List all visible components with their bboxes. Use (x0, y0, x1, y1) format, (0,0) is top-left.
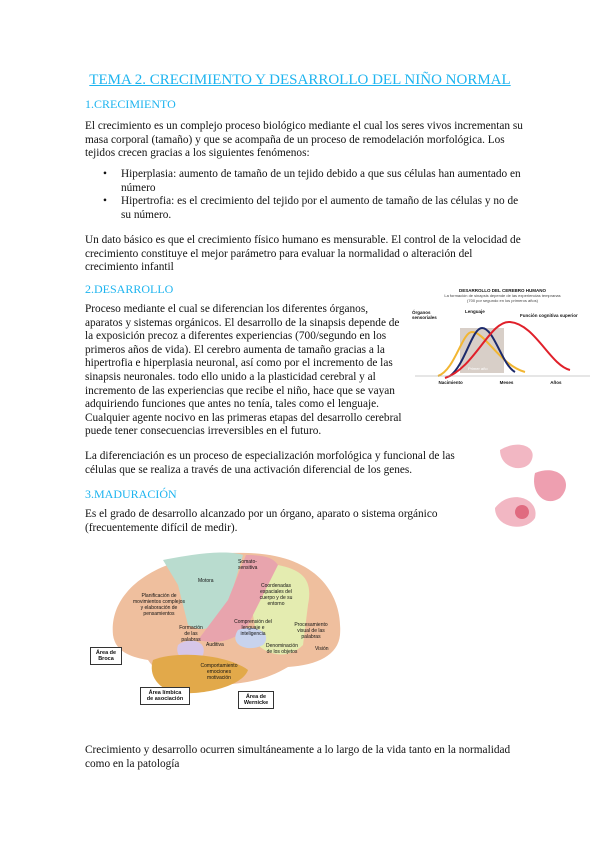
graph-subtitle: La formación de sinapsis depende de las experiencias tempranas (700 por segundo en los primeros años) (444, 293, 561, 303)
region-formacion-palabras: Formación de las palabras (179, 625, 203, 643)
callout-limbica: Área límbica de asociación (140, 687, 190, 705)
paragraph-maduracion: Es el grado de desarrollo alcanzado por un órgano, aparato o sistema orgánico (frecuentemente difícil de medir). (85, 508, 438, 534)
closing-paragraph: Crecimiento y desarrollo ocurren simultáneamente a lo largo de la vida tanto en la normalidad como en la patología (85, 744, 511, 770)
series-label-cognitiva: Función cognitiva superior (520, 313, 578, 318)
bullet-list (85, 168, 525, 222)
region-somatosensitiva: Somato-sensitiva (238, 559, 258, 571)
region-coordenadas: Coordenadas espaciales del cuerpo y de su entorno (259, 583, 293, 607)
region-planificacion: Planificación de movimientos complejos y elaboración de pensamientos (133, 593, 185, 617)
page-title: TEMA 2. CRECIMIENTO Y DESARROLLO DEL NIÑO NORMAL (89, 72, 511, 88)
paragraph-crecimiento-outro: Un dato básico es que el crecimiento físico humano es mensurable. El control de la velocidad de crecimiento constituye el mejor parámetro para evaluar la normalidad o alteración del crecimiento infantil (85, 234, 521, 274)
heading-crecimiento: 1.CRECIMIENTO (85, 97, 176, 111)
primer-ano-label: Primer año (468, 366, 488, 371)
region-vision: Visión (315, 646, 329, 652)
region-auditiva: Auditiva (206, 642, 224, 648)
paragraph-crecimiento-intro: El crecimiento es un complejo proceso biológico mediante el cual los seres vivos incrementan su masa corporal (tamaño) y que se acompaña de un proceso de remodelación morfológica. Los tejidos crecen gracias a los siguientes fenómenos: (85, 120, 523, 160)
callout-wernicke: Área de Wernicke (238, 691, 274, 709)
axis-label-anos: Años (550, 380, 562, 385)
series-label-sensoriales: Órganos sensoriales (412, 310, 437, 320)
brain-development-graph (410, 288, 595, 388)
bullet-hipertrofia: • Hipertrofia: es el crecimiento del tejido por el aumento de tamaño de las células y no de su número. (85, 195, 525, 222)
region-motora: Motora (198, 578, 214, 584)
axis-label-meses: Meses (499, 380, 514, 385)
heading-desarrollo: 2.DESARROLLO (85, 282, 174, 296)
region-comportamiento: Comportamiento emociones motivación (200, 663, 238, 681)
paragraph-diferenciacion: La diferenciación es un proceso de especialización morfológica y funcional de las células que se realiza a través de una activación diferencial de los genes. (85, 450, 455, 476)
graph-x-axis (420, 380, 580, 385)
axis-label-nacimiento: Nacimiento (438, 380, 463, 385)
bullet-hiperplasia: • Hiperplasia: aumento de tamaño de un tejido debido a que sus células han aumentado en número (85, 168, 525, 195)
callout-broca: Área de Broca (90, 647, 122, 665)
heading-maduracion: 3.MADURACIÓN (85, 487, 177, 501)
series-label-lenguaje: Lenguaje (465, 309, 485, 314)
brain-functional-areas-figure (78, 545, 378, 715)
embryo-illustration (480, 438, 585, 533)
region-denominacion: Denominación de los objetos (266, 643, 298, 655)
region-comprension: Comprensión del lenguaje e inteligencia (234, 619, 272, 637)
paragraph-desarrollo: Proceso mediante el cual se diferencian los diferentes órganos, aparatos y sistemas orgánicos. El desarrollo de la sinapsis depende de la exposición precoz a diferentes experiencias (700/segundo en los primeros años de vida). El cerebro aumenta de tamaño gracias a la hipertrofia e hiperplasia neuronal, así como por el incremento de las sinapsis neuronales. todo ello unido a la plasticidad cerebral y al incremento de las experiencias que recibe el niño, hace que se vayan adquiriendo funciones que antes no tenía, tales como el lenguaje. Cualquier agente nocivo en las primeras etapas del desarrollo cerebral puede tener consecuencias irreversibles en el futuro. (85, 303, 402, 438)
graph-title: DESARROLLO DEL CEREBRO HUMANO (459, 288, 546, 293)
region-procesamiento-visual: Procesamiento visual de las palabras (294, 622, 328, 640)
